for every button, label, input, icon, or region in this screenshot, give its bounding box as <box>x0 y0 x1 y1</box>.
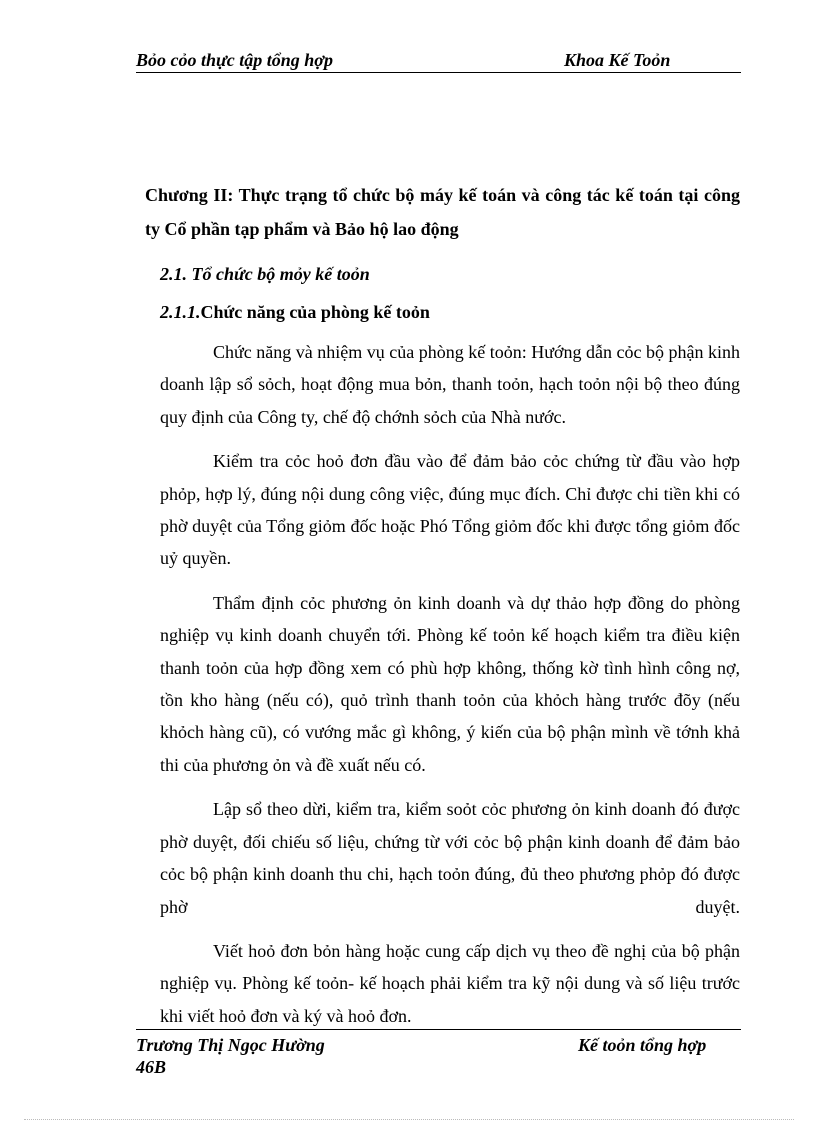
page-footer <box>136 1034 741 1078</box>
subsection-number: 2.1.1. <box>160 302 201 322</box>
page-content <box>145 178 740 1032</box>
page-header <box>136 48 741 73</box>
footer-author-name: Trương Thị Ngọc Hường <box>136 1035 325 1055</box>
subsection-title: Chức năng của phòng kế toỏn <box>200 302 430 322</box>
paragraph-1: Chức năng và nhiệm vụ của phòng kế toỏn: Hướng dẫn cỏc bộ phận kinh doanh lập sổ sỏch, hoạt động mua bỏn, thanh toỏn, hạch toỏn nội bộ theo đúng quy định của Công ty, chế độ chớnh sỏch của Nhà nước. <box>160 342 740 427</box>
footer-author-class: 46B <box>136 1057 167 1077</box>
footer-specialty: Kế toỏn tổng hợp <box>578 1035 707 1055</box>
header-department: Khoa Kế Toỏn <box>564 50 671 70</box>
header-report-title: Bỏo cỏo thực tập tổng hợp <box>136 50 333 70</box>
paragraph-2: Kiểm tra cỏc hoỏ đơn đầu vào để đảm bảo cỏc chứng từ đầu vào hợp phỏp, hợp lý, đúng nội dung công việc, đúng mục đích. Chỉ được chi tiền khi có phờ duyệt của Tổng giỏm đốc hoặc Phó Tổng giỏm đốc khi được tổng giỏm đốc uỷ quyền. <box>160 451 740 569</box>
paragraph-4: Lập sổ theo dừi, kiểm tra, kiểm soỏt cỏc phương ỏn kinh doanh đó được phờ duyệt, đối chiếu số liệu, chứng từ với cỏc bộ phận kinh doanh để đảm bảo cỏc bộ phận kinh doanh thu chi, hạch toỏn đúng, đủ theo phương phỏp đó được phờ duyệt. <box>160 799 740 917</box>
footer-divider <box>136 1029 741 1030</box>
paragraph-3: Thẩm định cỏc phương ỏn kinh doanh và dự thảo hợp đồng do phòng nghiệp vụ kinh doanh chuyển tới. Phòng kế toỏn kế hoạch kiểm tra điều kiện thanh toỏn của hợp đồng xem có phù hợp không, thống kờ tình hình công nợ, tồn kho hàng (nếu có), quỏ trình thanh toỏn của khỏch hàng trước đõy (nếu khỏch hàng cũ), có vướng mắc gì không, ý kiến của bộ phận mình về tớnh khả thi của phương ỏn và đề xuất nếu có. <box>160 592 740 775</box>
chapter-title: Chương II: Thực trạng tổ chức bộ máy kế toán và công tác kế toán tại công ty Cổ phần tạp phẩm và Bảo hộ lao động <box>145 185 740 239</box>
subsection-heading <box>160 300 740 324</box>
page-bottom-divider <box>24 1119 794 1120</box>
section-heading: 2.1. Tổ chức bộ mỏy kế toỏn <box>160 264 370 284</box>
paragraph-5: Viết hoỏ đơn bỏn hàng hoặc cung cấp dịch vụ theo đề nghị của bộ phận nghiệp vụ. Phòng kế toỏn- kế hoạch phải kiểm tra kỹ nội dung và số liệu trước khi viết hoỏ đơn và ký và hoỏ đơn. <box>160 940 740 1026</box>
